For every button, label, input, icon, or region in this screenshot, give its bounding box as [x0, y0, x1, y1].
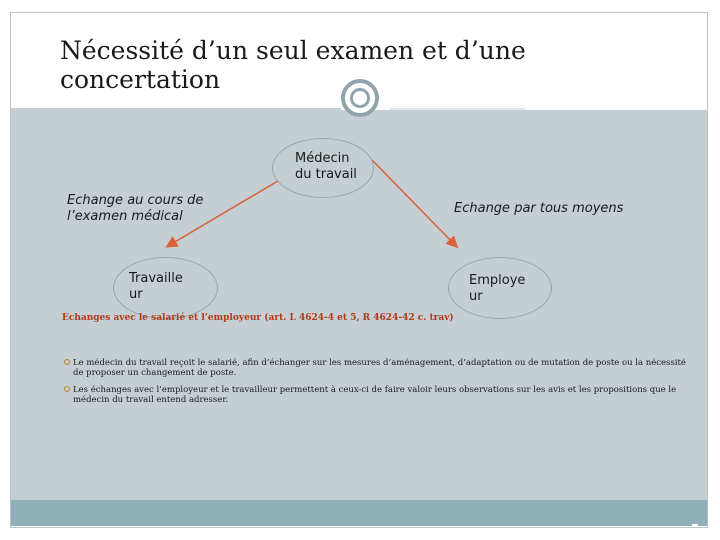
corner-mark — [692, 524, 698, 526]
node-travailleur — [113, 257, 218, 319]
edge-label-right: Echange par tous moyens — [454, 201, 624, 216]
edge-label-left: Echange au cours de l’examen médical — [67, 193, 204, 224]
notes-heading: Echanges avec le salarié et l’employeur (art. L 4624-4 et 5, R 4624-42 c. trav) — [62, 313, 454, 323]
node-medecin-label: Médecin du travail — [295, 151, 357, 182]
list-item-text: Le médecin du travail reçoit le salarié, afin d’échanger sur les mesures d’aménagement, d’adaptation ou de mutation de poste ou la nécessité de proposer un changement de poste. — [73, 358, 686, 378]
footer-bar — [11, 500, 707, 526]
list-item-text: Les échanges avec l’employeur et le travailleur permettent à ceux-ci de faire valoir leurs observations sur les avis et les propositions que le médecin du travail entend adresser. — [73, 385, 677, 405]
node-travailleur-label: Travaille ur — [129, 271, 183, 302]
arrow-to-employeur — [372, 160, 456, 246]
bullet-icon — [64, 359, 70, 365]
node-employeur-label: Employe ur — [469, 273, 526, 304]
bullet-icon — [64, 386, 70, 392]
node-employeur — [448, 257, 552, 319]
slide-title: Nécessité d’un seul examen et d’une concertation — [60, 36, 526, 94]
node-medecin — [272, 138, 374, 198]
